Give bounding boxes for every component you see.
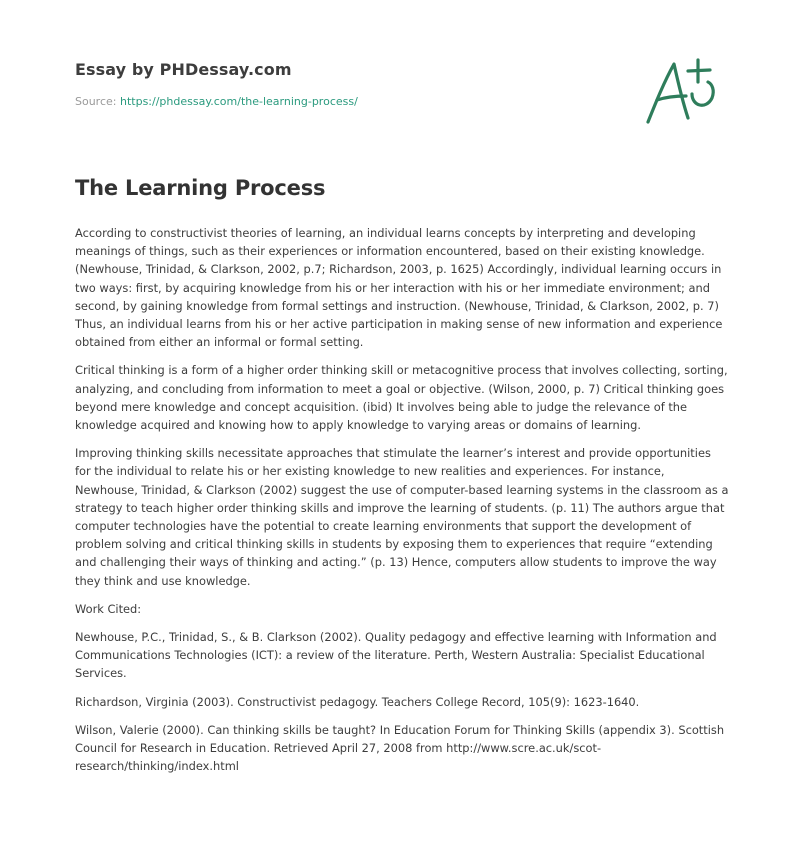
source-link[interactable]: https://phdessay.com/the-learning-process/ [119, 95, 358, 108]
article [75, 176, 730, 785]
article-title: The Learning Process [75, 176, 326, 200]
paragraph-improving-thinking: Improving thinking skills necessitate approaches that stimulate the learner’s interest and provide opportunities for the individual to relate his or her existing knowledge to new realities and experiences. For instance, Newhouse, Trinidad, & Clarkson (2002) suggest the use of computer-based learning systems in the classroom as a strategy to teach higher order thinking skills and improve the learning of students. (p. 11) The authors argue that computer technologies have the potential to create learning environments that support the development of problem solving and critical thinking skills in students by exposing them to experiences that require “extending and challenging their ways of thinking and acting.” (p. 13) Hence, computers allow students to improve the way they think and use knowledge. [75, 446, 729, 588]
works-cited-heading: Work Cited: [75, 601, 142, 616]
a-plus-logo-icon [640, 52, 730, 130]
source-label: Source: [75, 95, 120, 108]
paragraph-critical-thinking: Critical thinking is a form of a higher order thinking skill or metacognitive process that involves collecting, sorting, analyzing, and concluding from information to meet a goal or objective. (Wilson, 2000, p. 7) Critical thinking goes beyond mere knowledge and concept acquisition. (ibid) It involves being able to judge the relevance of the knowledge acquired and knowing how to apply knowledge to varying areas or domains of learning. [75, 363, 728, 433]
citation-wilson: Wilson, Valerie (2000). Can thinking skills be taught? In Education Forum for Thinking Skills (appendix 3). Scottish Council for Research in Education. Retrieved April 27, 2008 from http://www.scre.ac.uk/scot-research/thinking/index.html [75, 722, 725, 774]
site-title: Essay by PHDessay.com [75, 60, 292, 79]
citation-newhouse: Newhouse, P.C., Trinidad, S., & B. Clarkson (2002). Quality pedagogy and effective learning with Information and Communications Technologies (ICT): a review of the literature. Perth, Western Australia: Specialist Educational Services. [75, 630, 717, 681]
source-line [75, 95, 635, 108]
page-header [75, 60, 635, 108]
paragraph-constructivism: According to constructivist theories of learning, an individual learns concepts by interpreting and developing meanings of things, such as their experiences or information encountered, based on their existing knowledge. (Newhouse, Trinidad, & Clarkson, 2002, p.7; Richardson, 2003, p. 1625) Accordingly, individual learning occurs in two ways: first, by acquiring knowledge from his or her interaction with his or her immediate environment; and second, by gaining knowledge from formal settings and instruction. (Newhouse, Trinidad, & Clarkson, 2002, p. 7) Thus, an individual learns from his or her active participation in making sense of new information and experience obtained from either an informal or formal setting. [75, 226, 723, 350]
citation-richardson: Richardson, Virginia (2003). Constructivist pedagogy. Teachers College Record, 105(9): 1623-1640. [75, 694, 640, 709]
